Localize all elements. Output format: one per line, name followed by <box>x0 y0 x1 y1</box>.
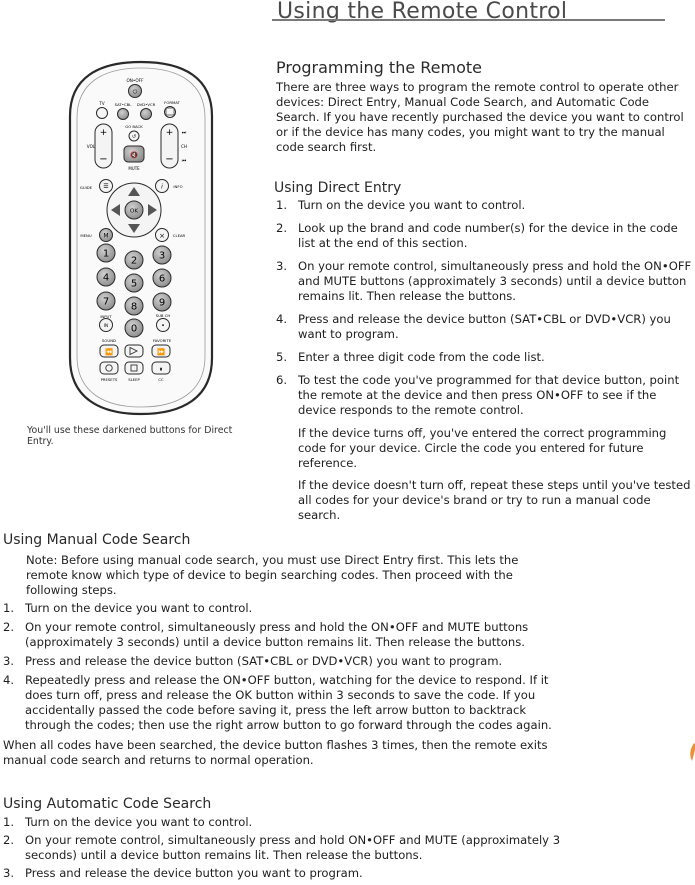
svg-text:7: 7 <box>102 296 110 308</box>
manual-search-note: Note: Before using manual code search, you must use Direct Entry first. This lets the remote know which type of device to begin searching codes. Then proceed with the following steps. <box>26 553 519 597</box>
list-item: 4. Press and release the device button (SAT•CBL or DVD•VCR) you want to program. <box>276 312 671 341</box>
manual-search-steps <box>3 601 573 737</box>
list-item: 3. On your remote control, simultaneously press and hold the ON•OFF and MUTE buttons (approximately 3 seconds) until a device button remains lit. Then release the buttons. <box>276 259 692 303</box>
guide-label: GUIDE <box>79 185 93 190</box>
sub-ch-label: SUB CH <box>155 313 171 318</box>
favorite-label: FAVORITE <box>152 338 172 343</box>
play-button <box>125 345 143 357</box>
svg-text:🔇: 🔇 <box>129 151 139 159</box>
ch-label: CH <box>180 144 188 149</box>
direct-entry-note-on: If the device turns off, you've entered the correct programming code for your device. Circle the code you entered for future reference. <box>298 426 667 470</box>
manual-search-closing: When all codes have been searched, the device button flashes 3 times, then the remote exits manual code search and returns to normal operation. <box>3 738 548 767</box>
auto-search-heading: Using Automatic Code Search <box>3 796 212 812</box>
svg-text:i: i <box>161 183 163 191</box>
in-label: IN <box>103 323 109 328</box>
svg-text:−: − <box>99 154 108 165</box>
svg-text:⏸: ⏸ <box>159 365 163 373</box>
ok-label: OK <box>130 208 138 215</box>
mute-label: MUTE <box>128 166 140 171</box>
auto-search-steps <box>3 815 573 884</box>
svg-text:6: 6 <box>158 273 166 285</box>
svg-text:3: 3 <box>158 250 166 262</box>
vol-label: VOL <box>86 144 96 149</box>
svg-text:+: + <box>99 128 108 138</box>
svg-text:☰: ☰ <box>103 183 109 190</box>
remote-caption: You'll use these darkened buttons for Direct Entry. <box>27 425 233 447</box>
manual-search-heading: Using Manual Code Search <box>3 532 191 548</box>
list-item: 5. Enter a three digit code from the code list. <box>276 350 545 364</box>
list-item: 3. Press and release the device button (SAT•CBL or DVD•VCR) you want to program. <box>3 654 503 668</box>
svg-text:5: 5 <box>130 278 138 290</box>
m-label: M <box>103 232 109 240</box>
direct-entry-note-off: If the device doesn't turn off, repeat these steps until you've tested all codes for your device's brand or try to run a manual code search. <box>298 478 691 522</box>
format-label: FORMAT <box>164 100 180 105</box>
sat-cbl-label: SAT•CBL <box>114 102 132 107</box>
cc-label: CC <box>158 377 164 382</box>
svg-text:2: 2 <box>130 255 138 267</box>
svg-text:1: 1 <box>102 248 110 260</box>
svg-text:↺: ↺ <box>131 134 137 140</box>
page-title: Using the Remote Control <box>277 0 568 24</box>
svg-text:⏻: ⏻ <box>132 88 138 96</box>
record-button <box>100 362 118 374</box>
list-item: 2. Look up the brand and code number(s) for the device in the code list at the end of this section. <box>276 221 678 250</box>
remote-control-illustration <box>66 58 216 418</box>
dvd-vcr-label: DVD•VCR <box>136 102 156 107</box>
svg-text:×: × <box>159 232 165 240</box>
list-item: 4. Repeatedly press and release the ON•OFF button, watching for the device to respond. If it does turn off, press and release the OK button within 3 seconds to save the code. If you accidentally passed the code before saving it, press the left arrow button to backtrack through the codes; then use the right arrow button to go forward through the codes again. <box>3 673 552 732</box>
clear-label: CLEAR <box>172 233 186 238</box>
svg-text:⏩: ⏩ <box>156 348 166 356</box>
info-label: INFO <box>173 184 183 189</box>
svg-text:4: 4 <box>102 272 110 284</box>
input-label: INPUT <box>100 314 112 319</box>
menu-label: MENU <box>80 233 92 238</box>
list-item: 1. Turn on the device you want to control. <box>3 601 253 615</box>
svg-text:−: − <box>165 154 174 165</box>
svg-text:8: 8 <box>130 301 138 313</box>
direct-entry-steps <box>276 198 692 426</box>
tv-label: TV <box>99 101 105 106</box>
svg-text:9: 9 <box>158 297 166 309</box>
title-rule <box>272 19 665 21</box>
margin-mark <box>688 743 695 761</box>
svg-text:⏪: ⏪ <box>104 348 114 356</box>
list-item: 2. On your remote control, simultaneously press and hold ON•OFF and MUTE (approximately 3 seconds) until a device button remains lit. Then release the buttons. <box>3 833 561 862</box>
tv-button <box>97 108 108 119</box>
list-item: 1. Turn on the device you want to control. <box>276 198 526 212</box>
sat-cbl-button <box>118 109 129 120</box>
list-item: 1. Turn on the device you want to control. <box>3 815 253 829</box>
svg-text:0: 0 <box>130 323 138 335</box>
svg-text:⏭: ⏭ <box>181 130 187 136</box>
list-item: 2. On your remote control, simultaneously press and hold the ON•OFF and MUTE buttons (approximately 3 seconds) until a device button remains lit. Then release the buttons. <box>3 620 529 649</box>
sound-label: SOUND <box>102 338 116 343</box>
programming-heading: Programming the Remote <box>276 58 482 77</box>
svg-text:•: • <box>161 322 165 330</box>
svg-text:+: + <box>165 128 174 138</box>
direct-entry-heading: Using Direct Entry <box>274 180 402 196</box>
svg-text:⏮: ⏮ <box>181 158 187 164</box>
dvd-vcr-button <box>141 109 152 120</box>
list-item: 3. Press and release the device button you want to program. <box>3 866 363 880</box>
go-back-label: GO BACK <box>125 124 143 129</box>
on-off-label: ON•OFF <box>126 78 144 83</box>
stop-button <box>125 362 143 374</box>
sleep-label: SLEEP <box>128 377 140 382</box>
programming-intro: There are three ways to program the remote control to operate other devices: Direct Entry, Manual Code Search, and Automatic Code Search. If you have recently purchased the device you want to control or if the device has many codes, you might want to try the manual code search first. <box>276 80 684 154</box>
presets-label: PRESETS <box>100 377 118 382</box>
list-item: 6. To test the code you've programmed for that device button, point the remote at the device and then press ON•OFF to see if the device responds to the remote control. <box>276 373 680 417</box>
